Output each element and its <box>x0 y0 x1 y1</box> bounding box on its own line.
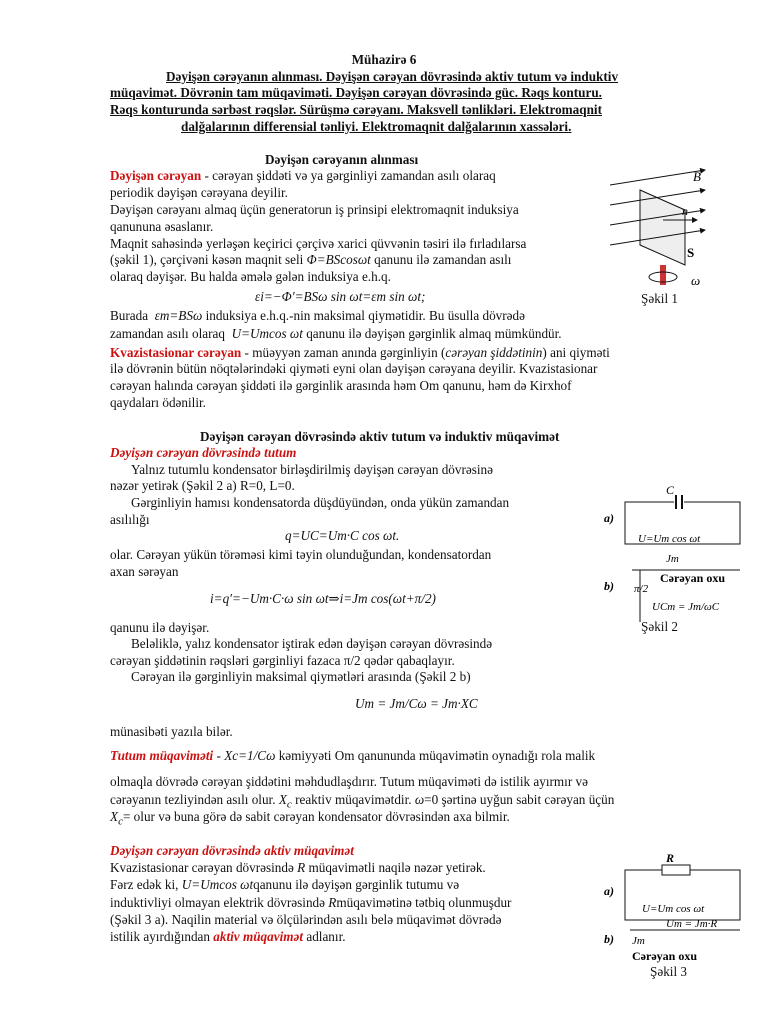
label-voltage: U=Um cos ωt <box>642 903 705 915</box>
term-capacitive-reactance: Tutum müqaviməti <box>110 748 214 763</box>
section2-subheading: Dəyişən cərəyan dövrəsində tutum <box>110 445 297 460</box>
em-formula: εm=BSω <box>154 308 203 323</box>
section1-line-5: Maqnit sahəsində yerləşən keçirici çərçivə xarici qüvvənin təsiri ilə fırladılarsa <box>110 236 527 251</box>
section3-line-2 <box>110 877 459 893</box>
text: induksiya e.h.q.-nin maksimal qiymətidir. Bu üsulla dövrədə <box>202 308 525 323</box>
section1-line-2: periodik dəyişən cərəyana deyilir. <box>110 185 288 200</box>
text: qanunu ilə zamandan asılı <box>370 252 512 267</box>
text: kəmiyyəti Om qanununda müqavimətin oynadığı rola malik <box>275 748 596 763</box>
label-current-axis: Cərəyan oxu <box>632 949 697 963</box>
label-omega: ω <box>691 273 701 288</box>
section3-subheading: Dəyişən cərəyan dövrəsində aktiv müqavimət <box>110 843 354 858</box>
voltage-formula: U=Umcos ωt <box>231 326 303 341</box>
text: = olur və buna görə də sabit cərəyan kondensator dövrəsindən axa bilmir. <box>122 809 510 824</box>
text: (şəkil 1), çərçivəni kəsən maqnit seli <box>110 252 304 267</box>
section3-line-3 <box>110 895 511 911</box>
text: induktivliyi olmayan elektrik dövrəsində <box>110 895 325 910</box>
frame <box>640 190 685 265</box>
section2-line-8: Beləliklə, yalız kondensator iştirak edən dəyişən cərəyan dövrəsində <box>131 636 493 651</box>
section3-line-5 <box>110 929 346 945</box>
label-voltage: U=Um cos ωt <box>638 533 701 545</box>
text: qanunu ilə dəyişən gərginlik almaq mümkündür. <box>302 326 562 341</box>
section2-line-1: Yalnız tutumlu kondensator birləşdirilmiş dəyişən cərəyan dövrəsinə <box>131 462 493 477</box>
section2-heading: Dəyişən cərəyan dövrəsində aktiv tutum və induktiv müqavimət <box>200 429 560 444</box>
section1-line-11: ilə dövrənin bütün nöqtələrindəki qiyməti eyni olan dəyişən cərəyana deyilir. Kvazistasionar <box>110 361 598 376</box>
section1-line-8 <box>110 308 525 324</box>
xc-symbol: $X_c$ <box>110 809 123 828</box>
label-b: b) <box>604 579 614 593</box>
section1-line-4: qanununa əsaslanır. <box>110 219 214 234</box>
text: qanunu ilə dəyişən gərginlik tutumu və <box>253 877 460 892</box>
lecture-title: Mühazirə 6 <box>351 52 417 67</box>
section2-line-12: Tutum müqaviməti - Xc=1/Cω kəmiyyəti Om qanununda müqavimətin oynadığı rola malik <box>110 748 596 763</box>
figure1-generator <box>605 165 715 295</box>
label-B: B <box>693 169 701 184</box>
text: reaktiv müqavimətdir. <box>291 792 412 807</box>
label-R: R <box>666 851 675 865</box>
subtitle-line-3: Rəqs konturunda sərbəst rəqslər. Sürüşmə cərəyanı. Maksvell tənlikləri. Elektromaqnit <box>110 102 602 117</box>
label-a: a) <box>604 884 614 898</box>
section2-line-4: asılılığı <box>110 512 150 527</box>
subtitle-line-1: Dəyişən cərəyanın alınması. Dəyişən cərəyan dövrəsində aktiv tutum və induktiv <box>166 69 619 84</box>
text: adlanır. <box>303 929 346 944</box>
um-formula: Um = Jm/Cω = Jm·XC <box>355 696 478 711</box>
emf-formula: εi=−Φ′=BSω sin ωt=εm sin ωt; <box>255 289 426 304</box>
section1-line-9 <box>110 326 562 342</box>
section2-line-15 <box>110 809 510 830</box>
section2-line-10: Cərəyan ilə gərginliyin maksimal qiymətləri arasında (Şəkil 2 b) <box>131 669 471 684</box>
label-pi-half: π/2 <box>634 583 649 595</box>
omega-symbol: ω <box>414 792 425 807</box>
xc-formula: Xc=1/Cω <box>224 748 276 763</box>
current-formula: i=q′=−Um·C·ω sin ωt⇒i=Jm cos(ωt+π/2) <box>210 591 436 606</box>
section1-line-6 <box>110 252 511 268</box>
subtitle-line-2: müqavimət. Dövrənin tam müqaviməti. Dəyişən cərəyan dövrəsində güc. Rəqs konturu. <box>110 85 602 100</box>
label-C: C <box>666 483 675 497</box>
figure3-resistor-circuit <box>600 850 750 968</box>
section3-line-4: (Şəkil 3 a). Naqilin material və ölçülərindən asılı belə müqavimət dövrədə <box>110 912 502 927</box>
section1-heading: Dəyişən cərəyanın alınması <box>265 152 419 167</box>
label-jm: Jm <box>666 553 679 565</box>
section1-line-7: olaraq dəyişər. Bu halda əmələ gələn induksiya e.h.q. <box>110 269 391 284</box>
text: cərəyan şiddətinin <box>445 345 543 360</box>
figure2-caption: Şəkil 2 <box>641 619 678 634</box>
section2-line-5: olar. Cərəyan yükün törəməsi kimi təyin olunduğundan, kondensatordan <box>110 547 492 562</box>
figure3-caption: Şəkil 3 <box>650 964 687 979</box>
resistor <box>662 865 690 875</box>
section2-line-9: cərəyan şiddətinin rəqsləri gərginliyi fazaca π/2 qədər qabaqlayır. <box>110 653 455 668</box>
r-symbol: R <box>328 895 337 910</box>
section2-line-2: nəzər yetirək (Şəkil 2 a) R=0, L=0. <box>110 478 295 493</box>
voltage-formula: U=Umcos ωt <box>181 877 254 892</box>
section1-line-13: qaydaları ödənilir. <box>110 395 206 410</box>
text: Fərz edək ki, <box>110 877 179 892</box>
text: zamandan asılı olaraq <box>110 326 225 341</box>
term-active-resistance: aktiv müqavimət <box>213 929 304 944</box>
charge-formula: q=UC=Um·C cos ωt. <box>285 528 400 543</box>
section2-line-6: axan sərəyan <box>110 564 179 579</box>
section1-line-10 <box>110 345 610 361</box>
section2-line-11: münasibəti yazıla bilər. <box>110 724 233 739</box>
text: - müəyyən zaman anında gərginliyin ( <box>241 345 446 360</box>
text: cərəyanın tezliyindən asılı olur. <box>110 792 276 807</box>
section3-line-1 <box>110 860 486 876</box>
field-line <box>610 170 705 185</box>
text: Kvazistasionar cərəyan dövrəsində <box>110 860 294 875</box>
label-n: n <box>682 204 688 218</box>
section1-line-3: Dəyişən cərəyanı almaq üçün generatorun iş prinsipi elektromaqnit induksiya <box>110 202 519 217</box>
text: - cərəyan şiddəti və ya gərginliyi zamandan asılı olaraq <box>201 168 496 183</box>
xc-symbol: $X_c$ <box>278 792 292 811</box>
text: istilik ayırdığından <box>110 929 210 944</box>
text: Burada <box>110 308 149 323</box>
label-jm: Jm <box>632 935 645 947</box>
text: ) ani qiyməti <box>542 345 610 360</box>
section2-line-3: Gərginliyin hamısı kondensatorda düşdüyündən, onda yükün zamandan <box>131 495 510 510</box>
label-b: b) <box>604 932 614 946</box>
label-current-axis: Cərəyan oxu <box>660 571 725 585</box>
figure1-caption: Şəkil 1 <box>641 291 678 306</box>
flux-formula: Φ=BScosωt <box>306 252 371 267</box>
label-um: Um = Jm·R <box>666 918 718 930</box>
r-symbol: R <box>297 860 306 875</box>
text: =0 şərtinə uyğun sabit cərəyan üçün <box>424 792 615 807</box>
text: müqavimətli naqilə nəzər yetirək. <box>305 860 486 875</box>
text: müqavimətinə tətbiq olunmuşdur <box>336 895 512 910</box>
term-alternating-current: Dəyişən cərəyan <box>110 168 202 183</box>
section1-line-1 <box>110 168 496 184</box>
figure2-capacitor-circuit <box>600 482 750 622</box>
label-S: S <box>687 245 695 260</box>
section1-line-12: cərəyan halında cərəyan şiddəti ilə gərginlik arasında həm Om qanunu, həm də Kirxhof <box>110 378 572 393</box>
term-quasistationary: Kvazistasionar cərəyan <box>110 345 242 360</box>
subtitle-line-4: dalğalarının differensial tənliyi. Elektromaqnit dalğalarının xassələri. <box>181 119 572 134</box>
section2-line-13: olmaqla dövrədə cərəyan şiddətini məhdudlaşdırır. Tutum müqaviməti də istilik ayırmır və <box>110 774 588 789</box>
label-uc: UCm = Jm/ωC <box>652 601 720 613</box>
label-a: a) <box>604 511 614 525</box>
section2-line-7: qanunu ilə dəyişər. <box>110 620 210 635</box>
